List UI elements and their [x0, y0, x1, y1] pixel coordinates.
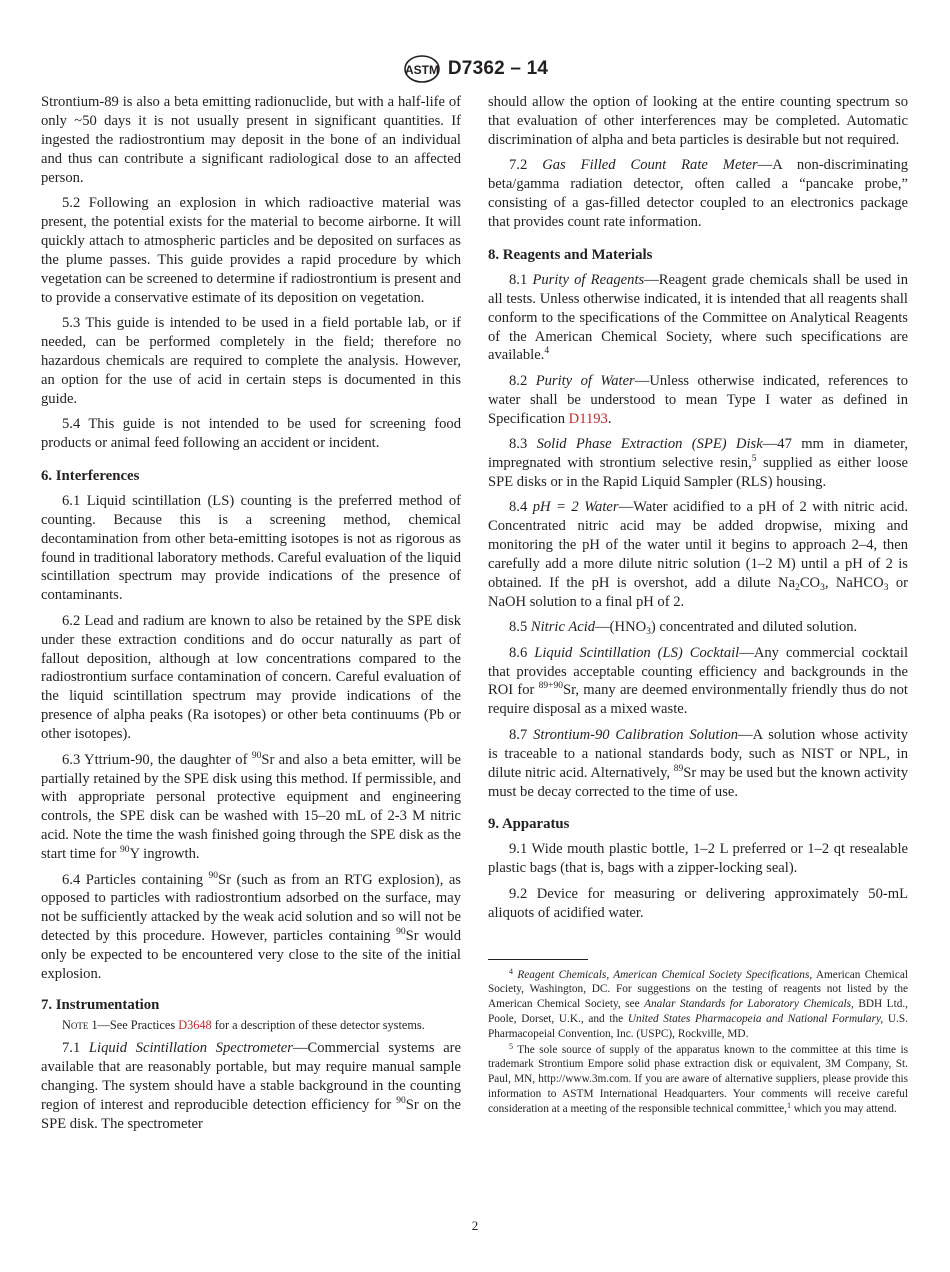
paragraph-8-5: 8.5 Nitric $Acid—(HNO_3)$ concentrated and diluted solution. [509, 619, 858, 638]
paragraph-7-2: 7.2 Gas Filled Count Rate Meter—A non-discriminating beta/gamma radiation detector, often called a “pancake probe,” consisting of a gas-filled detector coupled to an electronics package that provides count rate information. [488, 157, 908, 230]
paragraph-8-2: 8.2 Purity of Water—Unless otherwise indicated, references to water shall be understood to mean Type I water as defined in Specification D1193. [488, 372, 908, 427]
paragraph-8-7: 8.7 Strontium-90 Calibration Solution—A solution whose activity is traceable to a national standards body, such as NIST or NPL, in dilute nitric acid. Alternatively, $^{89}$Sr may be used but the known activity must be decay corrected to the time of use. [488, 726, 909, 800]
paragraph-6-1: 6.1 Liquid scintillation (LS) counting is the preferred method of counting. Because this is a screening method, chemical decontamination from other beta-emitting isotopes is not as rigorous as found in traditional laboratory methods. Careful evaluation of the liquid scintillation spectrum may provide indications of the presence of contaminants. [41, 492, 461, 604]
page-number: 2 [471, 1218, 479, 1233]
paragraph-6-3: 6.3 Yttrium-90, the daughter of $^{90}$Sr and also a beta emitter, will be partially retained by the SPE disk using this method. If permissible, and with appropriate personal protective equipment and engineering controls, the SPE disk can be washed with 15–20 mL of 2-3 M nitric acid. Note the time the wash finished going through the SPE disk as the start time for $^{90}$Y ingrowth. [41, 750, 461, 863]
paragraph-8-3: 8.3 Solid Phase Extraction (SPE) Disk—47 mm in diameter, impregnated with strontium selective resin,$^5$ supplied as either loose SPE disks or in the Rapid Liquid Sampler (RLS) housing. [488, 436, 908, 490]
right-column [488, 93, 908, 1118]
note-1: Note 1—See Practices D3648 for a description of these detector systems. [62, 1017, 425, 1032]
section-heading-reagents: 8. Reagents and Materials [488, 246, 653, 263]
paragraph-8-1: 8.1 Purity of Reagents—Reagent grade chemicals shall be used in all tests. Unless otherwise indicated, it is intended that all reagents shall conform to the specifications of the Committee on Analytical Reagents of the American Chemical Society, where such specifications are available.$^4$ [488, 271, 909, 364]
left-column [41, 93, 461, 1140]
paragraph-5-4: 5.4 This guide is not intended to be used for screening food products or animal feed following an accident or incident. [41, 416, 461, 451]
paragraph-9-1: 9.1 Wide mouth plastic bottle, 1–2 L preferred or 1–2 qt resealable plastic bags (that is, bags with a zipper-locking seal). [488, 841, 908, 877]
paragraph-5-3: 5.3 This guide is intended to be used in a field portable lab, or if needed, can be performed completely in the field; therefore no hazardous chemicals are required to complete the analysis. However, an option for the use of acid in certain steps is documented in this guide. [41, 314, 461, 407]
paragraph-5-2: 5.2 Following an explosion in which radioactive material was present, the potential exists for the material to become airborne. It will quickly attach to atmospheric particles and be deposited on surfaces as the plume passes. This guide provides a rapid procedure by which vegetation can be screened to determine if radiostrontium is present and to provide a conservative estimate of its deposition on vegetation. [41, 195, 461, 306]
link-d3648[interactable]: D3648 [178, 1017, 212, 1032]
document-id: D7362 – 14 [447, 58, 549, 79]
paragraph-8-4: 8.4 pH = 2 Water—Water acidified to a pH of 2 with nitric acid. Concentrated nitric acid may be added dropwise, mixing and monitoring the pH of the water until it begins to approach 2–4, then carefully add a more dilute nitric solution (1–2 M) until a pH of 2 is obtained. If the pH is overshot, add a dilute $Na_2CO_3$, NaHCO$_3$ or NaOH solution to a final pH of 2. [488, 499, 908, 610]
paragraph-7-1-continued: should allow the option of looking at the entire counting spectrum so that evaluation of other interferences may be completed. Automatic discrimination of alpha and beta particles is desirable but not required. [488, 94, 908, 148]
paragraph-7-1: 7.1 Liquid Scintillation Spectrometer—Commercial systems are available that are reasonably portable, but may require manual sample changing. The system should have a stable background in the counting region of interest and reproducible detection efficiency for $^{90}$Sr on the SPE disk. The spectrometer [41, 1039, 462, 1132]
link-d1193[interactable]: D1193 [568, 410, 608, 427]
section-heading-interferences: 6. Interferences [41, 467, 140, 484]
paragraph-6-2: 6.2 Lead and radium are known to also be retained by the SPE disk under these extraction conditions and do occur naturally as part of fallout deposition, although at low concentrations compared to the radiostrontium surface contamination of concern. Careful evaluation of the liquid scintillation spectrum may provide indications of the presence of alpha peaks (Ra isotopes) or other beta continuums (Pb or other isotopes). [41, 612, 461, 743]
paragraph-6-4: 6.4 Particles containing $^{90}$Sr (such as from an RTG explosion), as opposed to particles with radiostrontium adsorbed on the surface, may not be sufficiently attacked by the weak acid solution and so will not be detected by this procedure. However, particles containing $^{90}$Sr would only be expected to be encountered very close to the site of the initial explosion. [41, 870, 461, 983]
astm-logo-icon [402, 54, 442, 84]
paragraph-9-2: 9.2 Device for measuring or delivering approximately 50-mL aliquots of acidified water. [488, 885, 908, 921]
footnote-divider [488, 959, 588, 960]
svg-text:ASTM: ASTM [404, 63, 439, 77]
paragraph-5-1-continued: Strontium-89 is also a beta emitting radionuclide, but with a half-life of only ~50 days it is not usually present in significant quantities. If ingested the radiostrontium may deposit in the bone of an individual and thus can contribute a significant radiological dose to an affected person. [41, 94, 461, 186]
footnote-4: $^4$ Reagent Chemicals, American Chemical Society Specifications, American Chemical Society, Washington, DC. For suggestions on the testing of reagents not listed by the American Chemical Society, see Analar Standards for Laboratory Chemicals, BDH Ltd., Poole, Dorset, U.K., and the United States Pharmacopeia and National Formulary, U.S. Pharmacopeial Convention, Inc. (USPC), Rockville, MD. [488, 966, 909, 1040]
paragraph-8-6: 8.6 Liquid Scintillation (LS) Cocktail—Any commercial cocktail that provides acceptable counting efficiency and backgrounds in the ROI for $^{89+90}$Sr, many are deemed environmentally friendly thus do not require disposal as a mixed waste. [488, 644, 908, 718]
footnote-5: $^5$ The sole source of supply of the apparatus known to the committee at this time is trademark Strontium Empore solid phase extraction disk or equivalent, 3M Company, St. Paul, MN, http://www.3m.com. If you are aware of alternative suppliers, please provide this information to ASTM International Headquarters. Your comments will receive careful consideration at a meeting of the responsible technical committee,$^1$ which you may attend. [488, 1041, 908, 1115]
section-heading-instrumentation: 7. Instrumentation [41, 996, 160, 1013]
section-heading-apparatus: 9. Apparatus [488, 816, 570, 833]
page-header [0, 54, 950, 84]
